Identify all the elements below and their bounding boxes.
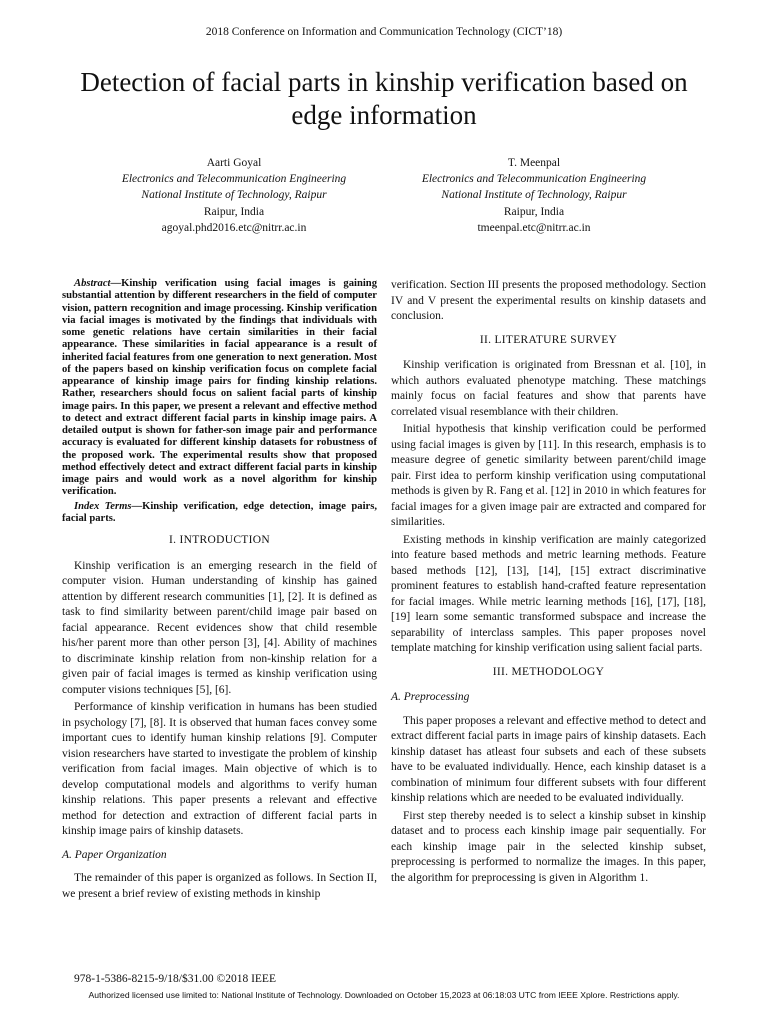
paragraph: Kinship verification is originated from Bressnan et al. [10], in which authors evaluated phenotype matching. These matchings mainly focus on facial features and show that parents have correlated visual resemblance with their children. (391, 359, 706, 418)
author-block-2 (384, 155, 684, 236)
abstract-text: —Kinship verification using facial images is gaining substantial attention by different researchers in the field of computer vision, pattern recognition and image processing. Kinship verification via facial images is motivated by the findings that individuals with some genetic relations have certain similarities in their facial appearance. These similarities in facial appearance is a result of inherited facial features from one generation to next generation. Most of the papers based on kinship verification focus on complete facial appearance of kinship image pairs for finding kinship relations. Rather, researchers should focus on salient facial parts of kinship image pairs. In this paper, we present a relevant and effective method to detect and extract different facial parts in kinship image pairs. A detailed output is shown for father-son image pair and performance accuracy is evaluated for different kinship datasets for robustness of the proposed work. The experimental results show that proposed method effectively detect and extract different facial parts in kinship image pairs and would work as a novel algorithm for kinship verification. (62, 278, 377, 498)
subsection-heading-preprocessing: A. Preprocessing (391, 691, 470, 703)
index-terms-text: —Kinship verification, edge detection, image pairs, facial parts. (62, 500, 377, 524)
author-block-1 (84, 155, 384, 236)
paragraph: Initial hypothesis that kinship verification could be performed using facial images is given by [11]. In this research, emphasis is to measure degree of genetic similarity between parent/child image pair. First idea to perform kinship verification using computational methods is given by R. Fang et al. [12] in 2010 in which features for facial images for a given image pair are extracted and compared for similarities. (391, 423, 706, 528)
index-terms-label: Index Terms (74, 500, 132, 512)
section-heading-literature-survey: II. LITERATURE SURVEY (479, 333, 618, 346)
right-column (391, 278, 706, 888)
abstract-label: Abstract (74, 278, 111, 289)
left-column (62, 278, 377, 904)
author-location: Raipur, India (503, 205, 565, 218)
paragraph-continued: verification. Section III presents the proposed methodology. Section IV and V present the experimental results on kinship datasets and conclusion. (391, 279, 706, 322)
author-institute: National Institute of Technology, Raipur (141, 189, 327, 202)
author-name: Aarti Goyal (206, 157, 262, 169)
section-heading-introduction: I. INTRODUCTION (169, 534, 270, 546)
author-email[interactable]: tmeenpal.etc@nitrr.ac.in (477, 221, 591, 234)
paper-title: Detection of facial parts in kinship verification based on edge information (80, 67, 688, 130)
section-heading-methodology: III. METHODOLOGY (492, 665, 605, 678)
subsection-heading-paper-organization: A. Paper Organization (62, 848, 167, 861)
author-location: Raipur, India (203, 205, 265, 218)
conference-header: 2018 Conference on Information and Communication Technology (CICT’18) (205, 26, 563, 38)
paragraph: The remainder of this paper is organized as follows. In Section II, we present a brief review of existing methods in kinship (62, 872, 377, 900)
author-name: T. Meenpal (507, 157, 561, 169)
footer-license: Authorized licensed use limited to: National Institute of Technology. Downloaded on October 15,2023 at 06:18:03 UTC from IEEE Xplore. Restrictions apply. (88, 990, 680, 1000)
author-department: Electronics and Telecommunication Engineering (121, 173, 347, 186)
abstract (62, 278, 377, 499)
author-email[interactable]: agoyal.phd2016.etc@nitrr.ac.in (161, 221, 307, 234)
paragraph: Performance of kinship verification in humans has been studied in psychology [7], [8]. It is observed that human faces convey some important cues to identify human kinship relations [9]. Computer vision researchers have started to investigate the problem of kinship verification from facial images. Main objective of which is to develop computational models and algorithms to verify human kinship relations. This paper presents a relevant and effective method for detection and extraction of different facial parts in kinship image pairs of kinship datasets. (62, 701, 377, 837)
paragraph: This paper proposes a relevant and effective method to detect and extract different facial parts in image pairs of kinship datasets. Each kinship dataset has atleast four subsets and each of these subsets have to be evaluated individually. Hence, each kinship dataset is a combination of minimum four different subsets with four different kinship relations which are needed to be evaluated individually. (391, 714, 706, 804)
paragraph: First step thereby needed is to select a kinship subset in kinship dataset and to process each kinship image pair sequentially. For each kinship image pair in the selected kinship subset, preprocessing is performed to normalize the images. In this paper, the algorithm for preprocessing is given in Algorithm 1. (391, 809, 706, 884)
paragraph: Kinship verification is an emerging research in the field of computer vision. Human understanding of kinship has gained attention by different research communities [1], [2]. It is defined as task to find similarity between parent/child image pair based on facial appearance. Recent evidences show that child resemble his/her parent more than other person [3], [4]. Ability of machines to discriminate kinship relation from non-kinship relation for a given pair of facial images is termed as kinship verification using computer visions techniques [5], [6]. (62, 559, 377, 696)
author-department: Electronics and Telecommunication Engineering (421, 173, 647, 186)
author-institute: National Institute of Technology, Raipur (441, 189, 627, 202)
paragraph: Existing methods in kinship verification are mainly categorized into feature based methods and metric learning methods. Feature based methods [12], [13], [14], [15] extract discriminative prominent features to establish hand-crafted feature representation for facial images. While metric learning methods [16], [17], [18], [19] learn some semantic transformed subspace and increase the separability of interclass samples. This paper proposes novel template matching for kinship verification using salient facial parts. (391, 533, 706, 654)
index-terms (62, 501, 377, 526)
footer-isbn: 978-1-5386-8215-9/18/$31.00 ©2018 IEEE (74, 973, 276, 985)
